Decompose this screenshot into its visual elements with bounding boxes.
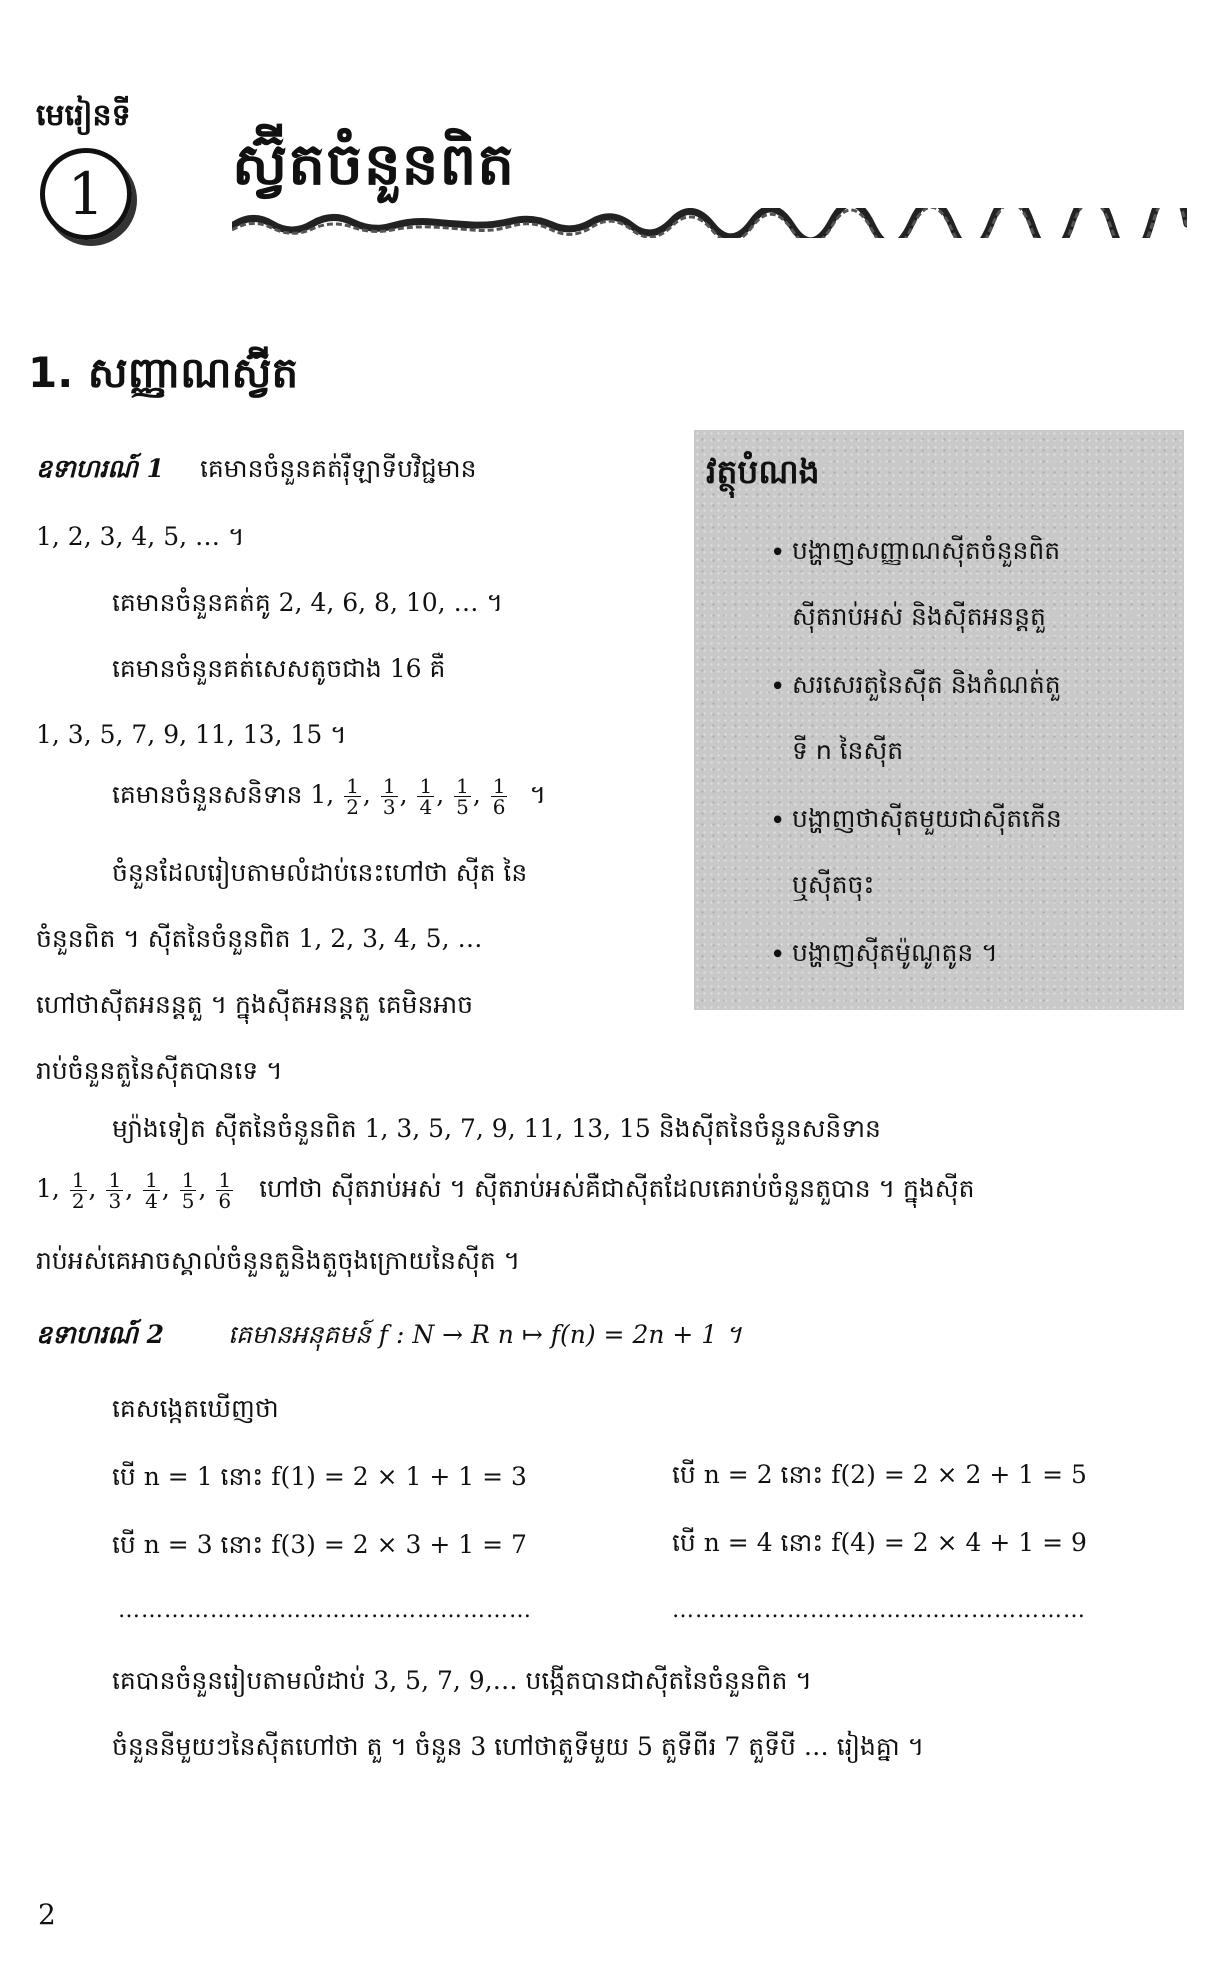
paragraph2-line2-suffix: ហៅថា ស៊ីតរាប់អស់ ។ ស៊ីតរាប់អស់គឺជាស៊ីតដែលគេរាប់ចំនួនតួបាន ។ ក្នុងស៊ីត [259,1174,975,1203]
example2-label: ឧទាហរណ៍ 2 [36,1320,165,1349]
example2-case-1: បើ n = 1 នោះ f(1) = 2 × 1 + 1 = 3 [112,1462,527,1491]
objective-line-7: បង្ហាញស៊ីតម៉ូណូតូន ។ [792,938,998,967]
bullet-icon: • [770,940,786,970]
fraction-one-sixth: $\frac{1}{6}$ [492,774,506,819]
continuation-dots-right: ……………………………………………… [672,1598,1086,1623]
title-underline-decoration [232,208,1187,238]
paragraph1-line4: រាប់ចំនួនតួនៃស៊ីតបានទេ ។ [36,1056,283,1085]
example2-intro [36,1320,742,1356]
continuation-dots-left: ……………………………………………… [118,1598,532,1623]
bullet-icon: • [770,672,786,702]
objective-line-6: ឬស៊ីតចុះ [792,870,875,899]
fraction-one-half: $\frac{1}{2}$ [346,774,359,819]
example2-case-2: បើ n = 2 នោះ f(2) = 2 × 2 + 1 = 5 [672,1460,1087,1489]
page-number: 2 [38,1898,56,1931]
lesson-number-badge [40,148,132,240]
objective-line-2: ស៊ីតរាប់អស់ និងស៊ីតអនន្តតួ [792,602,1046,631]
fraction-one-third: $\frac{1}{3}$ [382,774,396,819]
example1-line4: គេមានចំនួនគត់សេសតូចជាង 16 គឺ [112,654,446,683]
bullet-icon: • [770,806,786,836]
example1-line6-suffix: ។ [529,780,546,809]
example1-line6: គេមានចំនួនសនិទាន 1, $\frac{1}{2}$ , $\frac{1}{3}$ , $\frac{1}{4}$ , $\frac{1}{5}$ , $\frac{1}{6}$ ។ [112,774,546,819]
paragraph2-line2-prefix: 1, [36,1174,60,1203]
example2-case-3: បើ n = 3 នោះ f(3) = 2 × 3 + 1 = 7 [112,1530,527,1559]
objective-line-1: បង្ហាញសញ្ញាណស៊ីតចំនួនពិត [792,536,1061,565]
example2-observe: គេសង្កេតឃើញថា [112,1394,279,1423]
fraction-one-fourth: $\frac{1}{4}$ [419,774,433,819]
chapter-title: ស្វ៊ីតចំនួនពិត [232,130,516,198]
example1-intro [36,454,476,490]
fraction-one-fifth: $\frac{1}{5}$ [181,1168,195,1213]
example1-label: ឧទាហរណ៍ 1 [36,454,165,483]
example2-case-4: បើ n = 4 នោះ f(4) = 2 × 4 + 1 = 9 [672,1528,1087,1557]
paragraph2-line3: រាប់អស់គេអាចស្គាល់ចំនួនតួនិងតួចុងក្រោយនៃស៊ីត ។ [36,1246,521,1275]
example1-line5: 1, 3, 5, 7, 9, 11, 13, 15 ។ [36,720,347,749]
fraction-one-half: $\frac{1}{2}$ [71,1168,85,1213]
paragraph2-line1: ម្យ៉ាងទៀត ស៊ីតនៃចំនួនពិត 1, 3, 5, 7, 9, 11, 13, 15 និងស៊ីតនៃចំនួនសនិទាន [112,1114,881,1143]
example1-line1: គេមានចំនួនគត់រ៉ឺឡាទីបវិជ្ជមាន [199,454,477,483]
objective-line-3: សរសេរតួនៃស៊ីត និងកំណត់តួ [792,670,1061,699]
objectives-title: វត្ថុបំណង [706,452,820,491]
objectives-box [694,430,1184,1010]
example2-function: គេមានអនុគមន៍ f : N → R n ↦ f(n) = 2n + 1 ។ [227,1320,742,1349]
bullet-icon: • [770,538,786,568]
fraction-one-fifth: $\frac{1}{5}$ [456,774,469,819]
paragraph1-line2: ចំនួនពិត ។ ស៊ីតនៃចំនួនពិត 1, 2, 3, 4, 5, … [36,924,483,953]
fraction-one-sixth: $\frac{1}{6}$ [218,1168,232,1213]
example2-result-1: គេបានចំនួនរៀបតាមលំដាប់ 3, 5, 7, 9,… បង្កើតបានជាស៊ីតនៃចំនួនពិត ។ [112,1666,812,1695]
lesson-label: មេរៀនទី [36,98,131,133]
paragraph1-line3: ហៅថាស៊ីតអនន្តតួ ។ ក្នុងស៊ីតអនន្តតួ គេមិនអាច [36,990,474,1019]
example1-line3: គេមានចំនួនគត់គូ 2, 4, 6, 8, 10, … ។ [112,588,503,617]
fraction-one-third: $\frac{1}{3}$ [108,1168,122,1213]
fraction-one-fourth: $\frac{1}{4}$ [145,1168,158,1213]
objective-line-4: ទី n នៃស៊ីត [792,736,904,765]
example1-line2: 1, 2, 3, 4, 5, … ។ [36,522,245,551]
section-title: 1. សញ្ញាណស៊្វីត [28,348,299,397]
paragraph1-line1: ចំនួនដែលរៀបតាមលំដាប់នេះហៅថា ស៊ីត នៃ [112,858,528,887]
paragraph2-line2: 1, $\frac{1}{2}$ , $\frac{1}{3}$ , $\frac{1}{4}$ , $\frac{1}{5}$ , $\frac{1}{6}$ ហៅថា ស៊ីតរាប់អស់ ។ ស៊ីតរាប់អស់គឺជាស៊ីតដែលគេរាប់ចំនួនតួបាន ។ ក្នុងស៊ីត [36,1168,975,1213]
lesson-number: 1 [67,160,105,228]
example1-line6-prefix: គេមានចំនួនសនិទាន 1, [112,780,335,809]
objective-line-5: បង្ហាញថាស៊ីតមួយជាស៊ីតកើន [792,804,1062,833]
example2-result-2: ចំនួននីមួយៗនៃស៊ីតហៅថា តួ ។ ចំនួន 3 ហៅថាតួទីមួយ 5 តួទីពីរ 7 តួទីបី … រៀងគ្នា ។ [112,1732,925,1761]
